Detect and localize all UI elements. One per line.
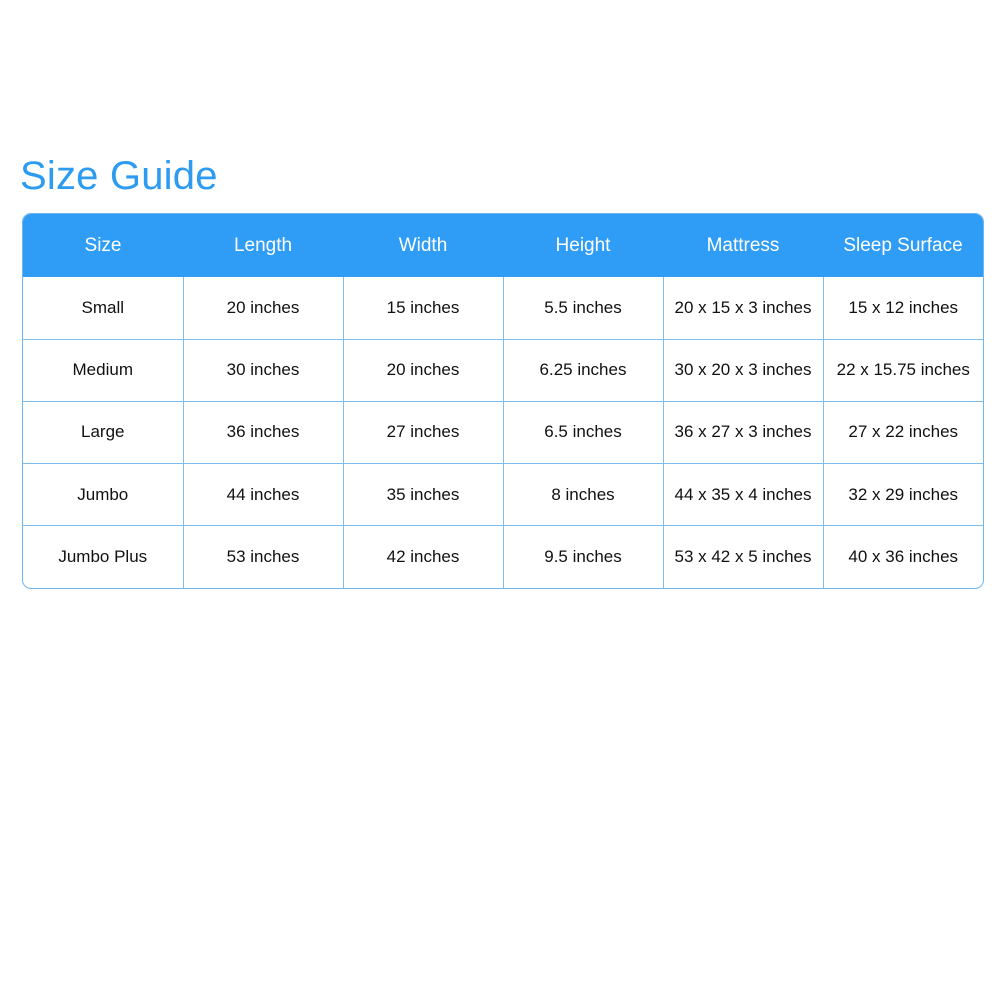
cell-sleep-surface: 27 x 22 inches <box>823 401 983 463</box>
cell-length: 53 inches <box>183 526 343 588</box>
cell-height: 9.5 inches <box>503 526 663 588</box>
table-row <box>23 464 983 526</box>
cell-width: 27 inches <box>343 401 503 463</box>
size-guide-table <box>22 213 984 589</box>
table-row <box>23 401 983 463</box>
header-length: Length <box>233 234 293 256</box>
table-row <box>23 277 983 339</box>
cell-height: 6.25 inches <box>503 339 663 401</box>
cell-length: 44 inches <box>183 464 343 526</box>
header-mattress: Mattress <box>706 234 780 256</box>
cell-width: 20 inches <box>343 339 503 401</box>
cell-length: 30 inches <box>183 339 343 401</box>
cell-size: Jumbo Plus <box>23 526 183 588</box>
cell-size: Jumbo <box>23 464 183 526</box>
cell-mattress: 44 x 35 x 4 inches <box>663 464 823 526</box>
cell-size: Medium <box>23 339 183 401</box>
cell-length: 36 inches <box>183 401 343 463</box>
cell-sleep-surface: 15 x 12 inches <box>823 277 983 339</box>
cell-width: 15 inches <box>343 277 503 339</box>
cell-size: Large <box>23 401 183 463</box>
page-title: Size Guide <box>20 154 218 198</box>
table-header-row <box>23 214 983 277</box>
cell-sleep-surface: 22 x 15.75 inches <box>823 339 983 401</box>
header-size: Size <box>84 234 122 256</box>
cell-mattress: 36 x 27 x 3 inches <box>663 401 823 463</box>
cell-mattress: 53 x 42 x 5 inches <box>663 526 823 588</box>
cell-height: 5.5 inches <box>503 277 663 339</box>
header-width: Width <box>398 234 448 256</box>
cell-size: Small <box>81 297 124 317</box>
cell-sleep-surface: 40 x 36 inches <box>823 526 983 588</box>
header-sleep-surface: Sleep Surface <box>843 234 963 256</box>
cell-sleep-surface: 32 x 29 inches <box>823 464 983 526</box>
table-row <box>23 339 983 401</box>
cell-height: 6.5 inches <box>503 401 663 463</box>
cell-width: 42 inches <box>343 526 503 588</box>
table-row <box>23 526 983 588</box>
cell-height: 8 inches <box>503 464 663 526</box>
cell-mattress: 20 x 15 x 3 inches <box>663 277 823 339</box>
cell-mattress: 30 x 20 x 3 inches <box>663 339 823 401</box>
cell-width: 35 inches <box>343 464 503 526</box>
header-height: Height <box>555 234 611 256</box>
cell-length: 20 inches <box>183 277 343 339</box>
